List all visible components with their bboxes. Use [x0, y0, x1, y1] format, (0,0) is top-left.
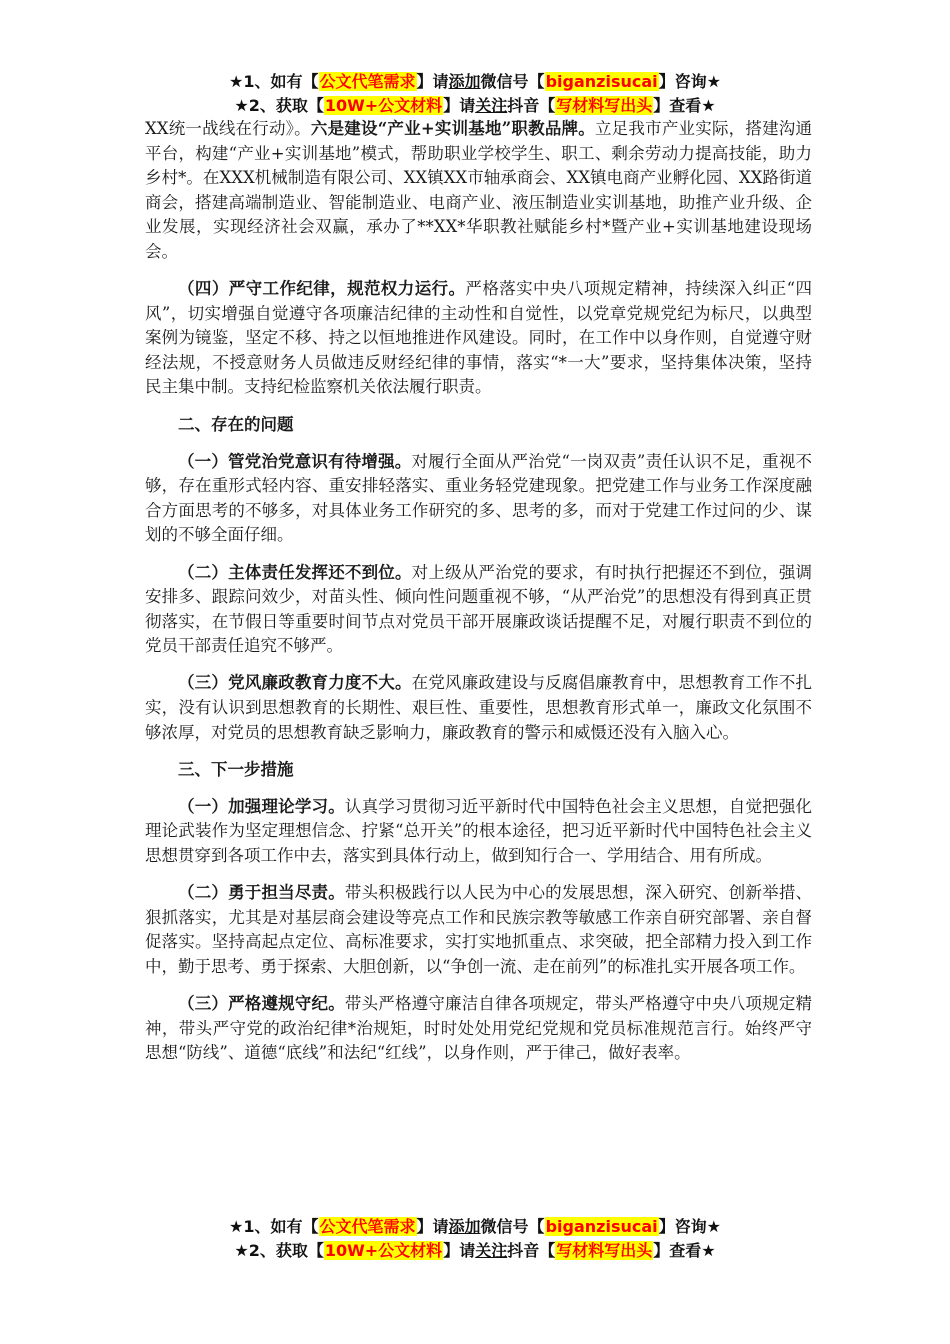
promo-highlight: 公文代笔需求	[319, 72, 416, 91]
document-body	[145, 117, 812, 1078]
paragraph: （四）严守工作纪律，规范权力运行。严格落实中央八项规定精神，持续深入纠正“四风”，切实增强自觉遵守各项廉洁纪律的主动性和自觉性，以党章党规党纪为标尺，以典型案例为镜鉴，坚定不移、持之以恒地推进作风建设。同时，在工作中以身作则，自觉遵守财经法规，不授意财务人员做违反财经纪律的事情，落实“*一大”要求，坚持集体决策，坚持民主集中制。支持纪检监察机关依法履行职责。	[145, 279, 812, 397]
promo-highlight: 公文代笔需求	[319, 1217, 416, 1236]
douyin-id-highlight: 写材料写出头	[556, 1241, 653, 1260]
promo-line-1: ★1、如有【公文代笔需求】请添加微信号【biganzisucai】咨询★	[229, 72, 721, 91]
paragraph: XX统一战线在行动》。六是建设“产业+实训基地”职教品牌。立足我市产业实际，搭建沟通平台，构建“产业+实训基地”模式，帮助职业学校学生、职工、剩余劳动力提高技能，助力乡村*。在XXX机械制造有限公司、XX镇XX市轴承商会、XX镇电商产业孵化园、XX路街道商会，搭建高端制造业、智能制造业、电商产业、液压制造业实训基地，助推产业升级、企业发展，实现经济社会双赢，承办了**XX*华职教社赋能乡村*暨产业+实训基地建设现场会。	[145, 119, 812, 261]
paragraph: （二）勇于担当尽责。带头积极践行以人民为中心的发展思想，深入研究、创新举措、狠抓落实，尤其是对基层商会建设等亮点工作和民族宗教等敏感工作亲自研究部署、亲自督促落实。坚持高起点定位、高标准要求，实打实地抓重点、求突破，把全部精力投入到工作中，勤于思考、勇于探索、大胆创新，以“争创一流、走在前列”的标准扎实开展各项工作。	[145, 883, 813, 976]
promo-line-2: ★2、获取【10W+公文材料】请关注抖音【写材料写出头】查看★	[234, 1241, 716, 1260]
paragraph: （二）主体责任发挥还不到位。对上级从严治党的要求，有时执行把握还不到位，强调安排多、跟踪问效少，对苗头性、倾向性问题重视不够，“从严治党”的思想没有得到真正贯彻落实，在节假日等重要时间节点对党员干部开展廉政谈话提醒不足，对履行职责不到位的党员干部责任追究不够严。	[145, 562, 813, 656]
bottom-promo-banner	[0, 1215, 950, 1263]
promo-line-2: ★2、获取【10W+公文材料】请关注抖音【写材料写出头】查看★	[234, 96, 716, 115]
wechat-id-highlight: biganzisucai	[545, 72, 658, 91]
paragraph: （三）严格遵规守纪。带头严格遵守廉洁自律各项规定，带头严格遵守中央八项规定精神，带头严守党的政治纪律*治规矩，时时处处用党纪党规和党员标准规范言行。始终严守思想“防线”、道德“底线”和法纪“红线”，以身作则，严于律己，做好表率。	[145, 993, 813, 1063]
paragraph: （三）党风廉政教育力度不大。在党风廉政建设与反腐倡廉教育中，思想教育工作不扎实，没有认识到思想教育的长期性、艰巨性、重要性，思想教育形式单一，廉政文化氛围不够浓厚，对党员的思想教育缺乏影响力，廉政教育的警示和威慑还没有入脑入心。	[145, 673, 813, 742]
promo-line-1: ★1、如有【公文代笔需求】请添加微信号【biganzisucai】咨询★	[229, 1217, 721, 1236]
section-heading: 二、存在的问题	[178, 414, 294, 434]
paragraph: （一）加强理论学习。认真学习贯彻习近平新时代中国特色社会主义思想，自觉把强化理论武装作为坚定理想信念、拧紧“总开关”的根本途径，把习近平新时代中国特色社会主义思想贯穿到各项工作中去，落实到具体行动上，做到知行合一、学用结合、用有所成。	[145, 796, 813, 865]
section-heading: 三、下一步措施	[178, 759, 294, 779]
top-promo-banner	[0, 70, 950, 118]
paragraph: （一）管党治党意识有待增强。对履行全面从严治党“一岗双责”责任认识不足，重视不够，存在重形式轻内容、重安排轻落实、重业务轻党建现象。把党建工作与业务工作深度融合方面思考的不够多，对具体业务工作研究的多、思考的多，而对于党建工作过问的少、谋划的不够全面仔细。	[145, 451, 813, 545]
wechat-id-highlight: biganzisucai	[545, 1217, 658, 1236]
promo-highlight: 10W+公文材料	[324, 96, 443, 115]
promo-highlight: 10W+公文材料	[324, 1241, 443, 1260]
douyin-id-highlight: 写材料写出头	[556, 96, 653, 115]
